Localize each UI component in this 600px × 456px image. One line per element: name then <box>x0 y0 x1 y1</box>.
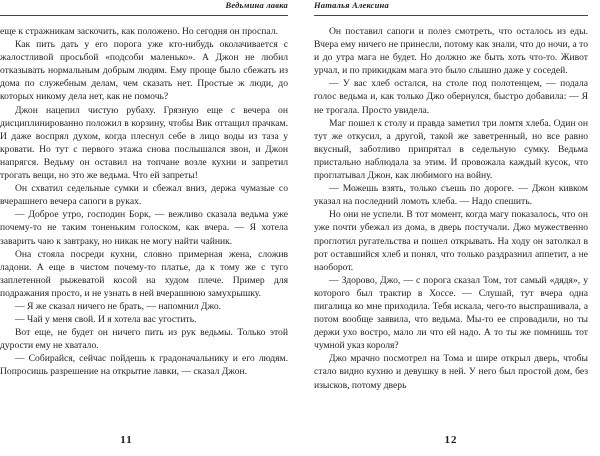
paragraph: Но они не успели. В тот момент, когда магу показалось, что он уже почти убежал из дома, в дверь постучали. Джо мужественно проглотил ругательства и пошел открывать. На ходу он затолкал в рот оставшийся хлеб и понял, что только раздразнил аппетит, а не наоборот. <box>314 209 588 273</box>
header-rule-left <box>0 15 288 16</box>
paragraph: Джон нацепил чистую рубаху. Грязную еще с вечера он дисциплинированно положил в корзину, чтобы Вик оттащил прачкам. И даже воспрял духом, когда плеснул себе в лицо воды из таза у кровати. Но тут с первого этажа снова послышался звон, и Джон напрягся. Ведьму он оставил на топчане возле кухни и запретил трогать вещи, но это же ведьма. Что ей запреты! <box>0 104 288 182</box>
paragraph: Он поставил сапоги и полез смотреть, что осталось из еды. Вчера ему ничего не принесли, потому как знали, что до ночи, а то и до утра мага не будет. Но должно же быть хоть что-то. Живот урчал, и по прикидкам мага это было слышно даже у соседей. <box>314 26 588 77</box>
paragraph: Как пить дать у его порога уже кто-нибудь околачивается с жалостливой просьбой «подсоби маленько». А Джон не любил отказывать нормальным добрым людям. Ему проще было сбежать из дома по служебным делам, чем сказать нет. Простые ж люди, до которых никому дела нет, как не помочь? <box>0 39 288 103</box>
paragraph: — Я же сказал ничего не брать, — напомнил Джо. <box>15 300 222 312</box>
paragraph: Он схватил седельные сумки и сбежал вниз, держа чумазые со вчерашнего вечера сапоги в руках. <box>0 183 288 208</box>
paragraph: Вот еще, не будет он ничего пить из рук ведьмы. Только этой дурости ему не хватало. <box>0 327 288 352</box>
paragraph: — Доброе утро, господин Борк, — вежливо сказала ведьма уже почему-то не таким тоненьким голоском, как вчера. — Я хотела заварить чаю к завтраку, но никак не могу найти чайник. <box>0 209 288 247</box>
paragraph: — Чай у меня свой. И я хотела вас угостить. <box>15 314 197 326</box>
paragraph: — Можешь взять, только съешь по дороге. — Джон кивком указал на последний ломоть хлеба. — Надо спешить. <box>314 183 588 208</box>
page-right <box>300 0 600 456</box>
paragraph: Она стояла посреди кухни, словно примерная жена, сложив ладони. А еще в чистом почему-то платье, да к тому же с туго заплетенной рыжеватой косой на худом плече. Пример для подражания просто, и не узнать в ней вчерашнюю замухрышку. <box>0 248 288 299</box>
page-number-right: 12 <box>444 434 458 446</box>
running-head-left: Ведьмина лавка <box>225 0 288 10</box>
paragraph: Джо мрачно посмотрел на Тома и шире открыл дверь, чтобы стало видно кухню и девушку в ней. У него был простой дом, без изысков, потому дверь <box>314 353 588 391</box>
paragraph: — Собирайся, сейчас пойдешь к градоначальнику и его людям. Попросишь разрешение на открытие лавки, — сказал Джон. <box>0 353 288 378</box>
paragraph: — У вас хлеб остался, на столе под полотенцем, — подала голос ведьма и, как только Джо обернулся, быстро добавила: — Я не трогала. Просто увидела. <box>314 78 588 116</box>
paragraph: Маг пошел к столу и правда заметил три ломтя хлеба. Один он тут же откусил, а другой, такой же заветренный, но все равно вкусный, заботливо припрятал в седельную сумку. Ведьма пристально наблюдала за этим. И провожала каждый кусок, что проглатывал Джон, как любимого на войну. <box>314 117 588 182</box>
paragraph: — Здорово, Джо, — с порога сказал Том, тот самый «дядя», у которого был трактир в Хоссе. — Слушай, тут вчера одна пигалица ко мне приходила. Тебя искала, чего-то выспрашивала, а потом вообще заявила, что ведьма. Мы-то ее спровадили, но ты держи ухо востро, мало ли что ей надо. А то ты же помнишь тот чумной указ короля? <box>314 274 588 352</box>
page-left-body <box>0 25 288 379</box>
running-head-right: Наталья Алексина <box>314 0 389 10</box>
page-right-body <box>314 25 588 392</box>
paragraph: еще к стражникам заскочить, как положено. Но сегодня он проспал. <box>0 26 278 37</box>
page-number-left: 11 <box>120 434 133 446</box>
header-rule-right <box>314 15 588 16</box>
